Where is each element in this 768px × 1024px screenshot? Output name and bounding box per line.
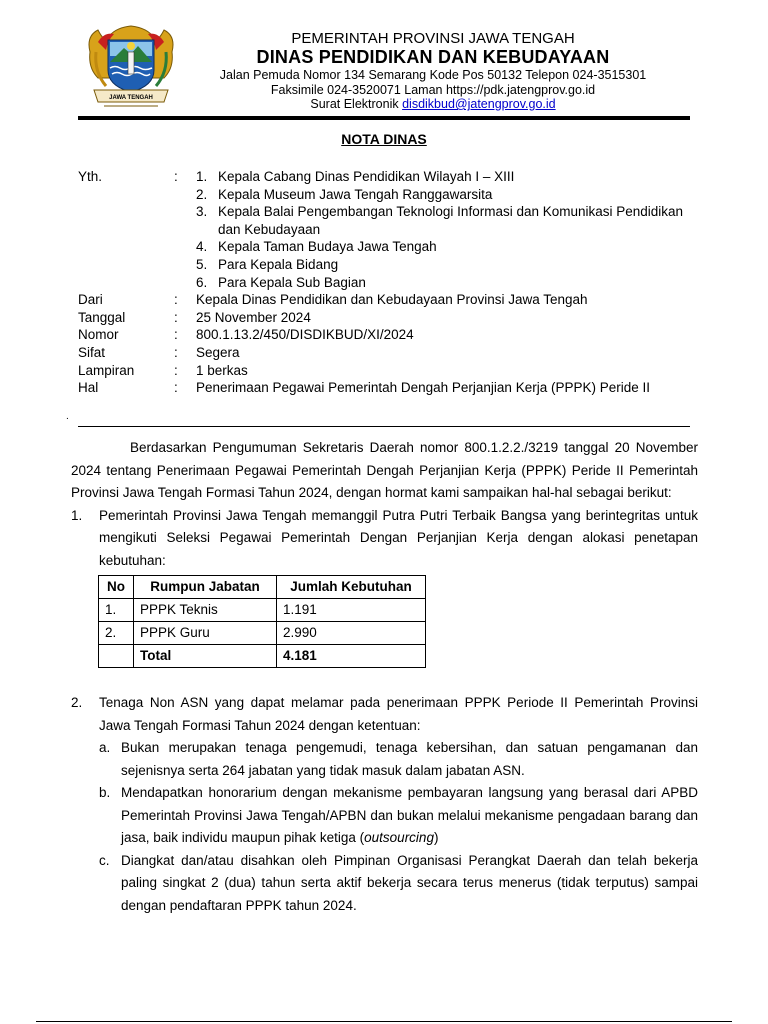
header-colon: : [174,380,178,396]
recipient-text: Para Kepala Sub Bagian [218,274,366,290]
numbered-item-2 [71,692,698,737]
list-number: 5. [196,256,208,272]
recipient-text: Kepala Cabang Dinas Pendidikan Wilayah I – XIII [218,169,515,184]
column-header: No [99,576,134,599]
letterhead-fax-website: Faksimile 024-3520071 Laman https://pdk.jatengprov.go.id [270,82,596,97]
letterhead-email-line [178,97,688,112]
item-text: Pemerintah Provinsi Jawa Tengah memanggil Putra Putri Terbaik Bangsa yang berintegritas untuk mengikuti Seleksi Pegawai Pemerintah Dengan Perjanjian Kerja dengan alokasi penetapan kebutuhan: [99,507,698,568]
table-row [99,599,426,622]
page-bottom-rule [36,1021,732,1022]
stray-dot: . [66,411,69,422]
total-label: Total [134,645,277,668]
table-cell: 1.191 [277,599,426,622]
letterhead [178,30,688,112]
list-item [196,238,690,256]
list-number: 1. [71,507,83,523]
header-row-sifat [78,344,690,362]
sub-item-text-part: Mendapatkan honorarium dengan mekanisme pembayaran langsung yang berasal dari APBD Pemerintah Provinsi Jawa Tengah/APBN dan bukan melalui mekanisme pengadaan barang dan jasa, baik individu maupun pihak ketiga ( [121,785,698,845]
list-number: 2. [196,186,208,202]
sub-item-a [99,737,698,782]
list-number: 6. [196,274,208,290]
letterhead-address: Jalan Pemuda Nomor 134 Semarang Kode Pos 50132 Telepon 024-3515301 [219,68,647,82]
recipient-list [196,168,690,291]
header-label: Lampiran [78,362,135,378]
recipient-text: Kepala Balai Pengembangan Teknologi Informasi dan Komunikasi Pendidikan dan Kebudayaan [218,204,684,237]
table-header-row [99,576,426,599]
header-value: Penerimaan Pegawai Pemerintah Dengah Perjanjian Kerja (PPPK) Peride II [196,380,650,396]
header-label: Dari [78,292,103,308]
header-label: Nomor [78,327,119,343]
sub-item-c [99,850,698,918]
list-number: 2. [71,695,83,710]
needs-table [98,575,426,668]
memo-header [78,168,690,397]
letterhead-government: PEMERINTAH PROVINSI JAWA TENGAH [291,30,575,47]
sub-item-text-part: ) [433,830,439,845]
header-colon: : [174,292,178,308]
column-header: Rumpun Jabatan [134,576,277,599]
header-label: Sifat [78,344,106,360]
table-cell: 2.990 [277,622,426,645]
recipient-text: Para Kepala Bidang [218,256,339,272]
jawa-tengah-emblem-logo [84,22,178,112]
list-letter: a. [99,740,111,755]
column-header: Jumlah Kebutuhan [277,576,426,599]
list-item [196,168,690,186]
total-value: 4.181 [277,645,426,668]
table-total-row [99,645,426,668]
header-value: Kepala Dinas Pendidikan dan Kebudayaan Provinsi Jawa Tengah [196,292,588,308]
letterhead-agency: DINAS PENDIDIKAN DAN KEBUDAYAAN [256,47,610,67]
table-cell: 2. [99,622,134,645]
header-colon: : [174,327,178,343]
email-link[interactable]: disdikbud@jatengprov.go.id [402,97,556,111]
sub-item-text: Diangkat dan/atau disahkan oleh Pimpinan Organisasi Perangkat Daerah dan telah bekerja paling singkat 2 (dua) tahun serta aktif bekerja secara terus menerus (tidak terputus) sampai dengan pendaftaran PPPK tahun 2024. [121,852,698,913]
header-row-yth [78,168,690,291]
table-cell: PPPK Teknis [134,599,277,622]
header-label: Tanggal [78,309,126,325]
list-letter: b. [99,785,111,800]
header-colon: : [174,344,178,360]
header-divider [78,426,690,427]
header-colon: : [174,169,178,184]
header-value: 800.1.13.2/450/DISDIKBUD/XI/2024 [196,327,414,343]
table-cell: PPPK Guru [134,622,277,645]
table-cell [99,645,134,668]
list-number: 4. [196,239,208,255]
italic-term: outsourcing [364,830,434,845]
recipient-text: Kepala Museum Jawa Tengah Ranggawarsita [218,186,493,202]
header-row-lampiran [78,362,690,380]
header-colon: : [174,309,178,325]
memo-body [71,437,698,917]
logo-ribbon-text: JAWA TENGAH [109,95,153,101]
list-item [196,186,690,204]
header-row-nomor [78,326,690,344]
recipient-text: Kepala Taman Budaya Jawa Tengah [218,239,437,255]
header-value: 25 November 2024 [196,309,311,325]
intro-paragraph: Berdasarkan Pengumuman Sekretaris Daerah nomor 800.1.2.2./3219 tanggal 20 November 2024 tentang Penerimaan Pegawai Pemerintah Dengah Perjanjian Kerja (PPPK) Peride II Pemerintah Provinsi Jawa Tengah Formasi Tahun 2024, dengan hormat kami sampaikan hal-hal sebagai berikut: [71,440,698,500]
document-title: NOTA DINAS [341,131,427,147]
list-number: 3. [196,204,208,220]
header-label: Hal [78,380,99,396]
header-value: Segera [196,344,240,360]
header-row-hal [78,379,690,397]
table-cell: 1. [99,599,134,622]
list-item [196,256,690,274]
sub-item-b [99,782,698,850]
header-colon: : [174,362,178,378]
numbered-item-1 [71,505,698,573]
list-item [196,203,690,238]
header-value: 1 berkas [196,362,248,378]
letterhead-divider [78,116,690,120]
header-row-tanggal [78,309,690,327]
list-item [196,274,690,292]
email-label: Surat Elektronik [310,97,403,111]
header-row-dari [78,291,690,309]
sub-item-text [121,782,698,850]
list-letter: c. [99,852,110,868]
sub-item-text: Bukan merupakan tenaga pengemudi, tenaga kebersihan, dan satuan pengamanan dan sejenisnya serta 264 jabatan yang tidak masuk dalam jabatan ASN. [121,740,698,778]
table-row [99,622,426,645]
header-label: Yth. [78,169,103,184]
item-text: Tenaga Non ASN yang dapat melamar pada penerimaan PPPK Periode II Pemerintah Provinsi Jawa Tengah Formasi Tahun 2024 dengan ketentuan: [99,695,698,733]
list-number: 1. [196,169,208,184]
